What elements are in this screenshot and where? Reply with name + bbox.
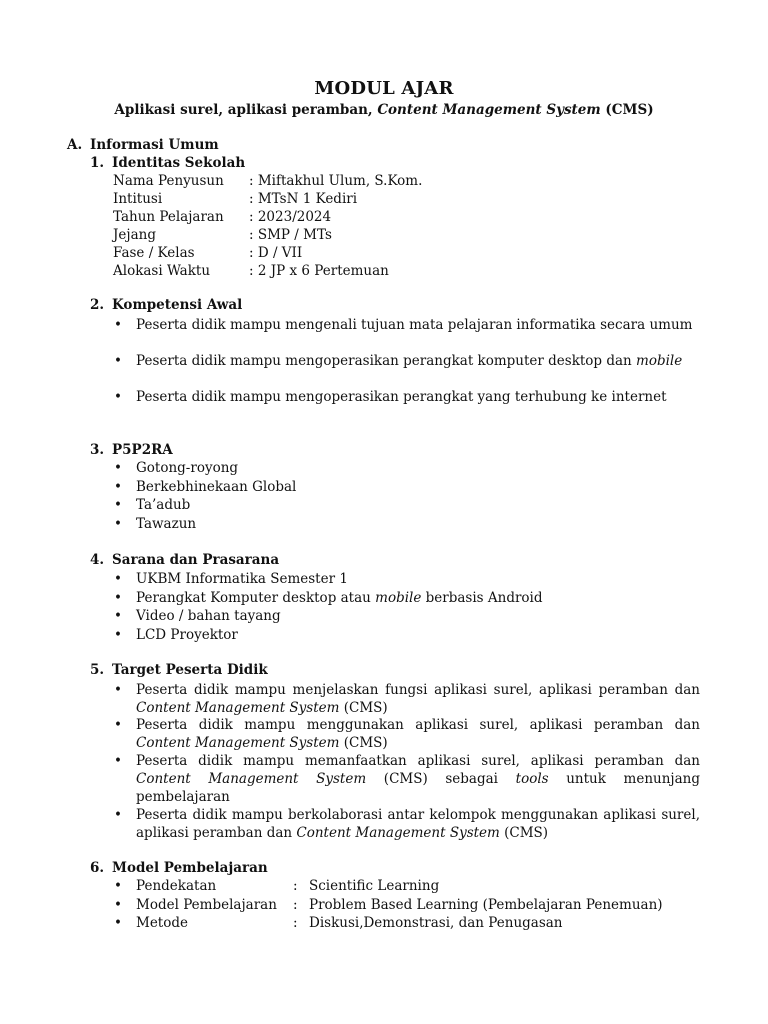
model-value: Diskusi,Demonstrasi, dan Penugasan [309, 915, 563, 931]
identity-label: Jejang [113, 227, 156, 243]
model-label: Metode [136, 915, 188, 931]
list-item: Peserta didik mampu mengoperasikan perangkat yang terhubung ke internet [136, 389, 667, 405]
model-value: Scientific Learning [309, 878, 440, 894]
identity-value: : 2 JP x 6 Pertemuan [249, 263, 389, 279]
s5-number: 5. [90, 662, 105, 678]
list-item: Gotong-royong [136, 460, 239, 476]
s3-title: P5P2RA [112, 442, 173, 458]
bullet-icon: • [114, 571, 122, 587]
list-item-text: (CMS) [339, 700, 388, 716]
model-colon: : [293, 915, 298, 931]
list-item [136, 752, 700, 806]
bullet-icon: • [114, 497, 122, 513]
list-item: Tawazun [136, 516, 197, 532]
s1-title: Identitas Sekolah [112, 155, 246, 171]
model-label: Pendekatan [136, 878, 217, 894]
list-item-text: Peserta didik mampu berkolaborasi antar kelompok menggunakan aplikasi surel, aplikasi peramban dan [136, 807, 700, 841]
list-item-text: Peserta didik mampu mengoperasikan perangkat komputer desktop dan [136, 353, 637, 369]
bullet-icon: • [114, 897, 122, 913]
identity-label: Tahun Pelajaran [113, 209, 224, 225]
bullet-icon: • [114, 608, 122, 624]
section-a-letter: A. [67, 137, 83, 153]
list-item [136, 806, 700, 842]
bullet-icon: • [114, 627, 122, 643]
list-item-text: Peserta didik mampu menggunakan aplikasi surel, aplikasi peramban dan [136, 717, 700, 733]
list-item: Berkebhinekaan Global [136, 479, 297, 495]
list-item-text: (CMS) [499, 825, 549, 841]
list-item-italic: mobile [636, 353, 683, 369]
s4-title: Sarana dan Prasarana [112, 552, 280, 568]
model-colon: : [293, 878, 298, 894]
identity-label: Nama Penyusun [113, 173, 224, 189]
list-item [136, 352, 700, 370]
identity-value: : 2023/2024 [249, 209, 332, 225]
s2-title: Kompetensi Awal [112, 297, 243, 313]
list-item-text: Perangkat Komputer desktop atau [136, 590, 376, 606]
model-label: Model Pembelajaran [136, 897, 277, 913]
list-item-text: Peserta didik mampu memanfaatkan aplikasi surel, aplikasi peramban dan [136, 753, 700, 769]
bullet-icon: • [114, 807, 122, 823]
list-item-italic: tools [515, 771, 549, 787]
list-item-italic: Content Management System [136, 735, 340, 751]
subtitle-text: Aplikasi surel, aplikasi peramban, [114, 102, 378, 118]
bullet-icon: • [114, 753, 122, 769]
page-subtitle [0, 102, 768, 118]
list-item-text: untuk menunjang pembelajaran [136, 771, 700, 805]
model-colon: : [293, 897, 298, 913]
subtitle-suffix: (CMS) [600, 102, 654, 118]
list-item [136, 681, 700, 717]
s5-title: Target Peserta Didik [112, 662, 268, 678]
s3-number: 3. [90, 442, 105, 458]
list-item-italic: Content Management System [136, 771, 367, 787]
bullet-icon: • [114, 590, 122, 606]
bullet-icon: • [114, 516, 122, 532]
identity-value: : SMP / MTs [249, 227, 332, 243]
list-item [136, 716, 700, 752]
list-item-italic: Content Management System [296, 825, 500, 841]
bullet-icon: • [114, 389, 122, 405]
identity-label: Alokasi Waktu [113, 263, 211, 279]
bullet-icon: • [114, 479, 122, 495]
list-item-italic: mobile [375, 590, 422, 606]
identity-value: : D / VII [249, 245, 303, 261]
bullet-icon: • [114, 717, 122, 733]
bullet-icon: • [114, 878, 122, 894]
identity-value: : Miftakhul Ulum, S.Kom. [249, 173, 423, 189]
s4-number: 4. [90, 552, 105, 568]
bullet-icon: • [114, 317, 122, 333]
list-item: Ta’adub [136, 497, 191, 513]
list-item-text: berbasis Android [421, 590, 543, 606]
bullet-icon: • [114, 915, 122, 931]
list-item: UKBM Informatika Semester 1 [136, 571, 348, 587]
list-item-italic: Content Management System [136, 700, 340, 716]
bullet-icon: • [114, 682, 122, 698]
identity-label: Fase / Kelas [113, 245, 195, 261]
identity-label: Intitusi [113, 191, 163, 207]
list-item: LCD Proyektor [136, 627, 238, 643]
s6-title: Model Pembelajaran [112, 860, 268, 876]
bullet-icon: • [114, 353, 122, 369]
bullet-icon: • [114, 460, 122, 476]
s6-number: 6. [90, 860, 105, 876]
s2-number: 2. [90, 297, 105, 313]
list-item-text: (CMS) [339, 735, 388, 751]
section-a-title: Informasi Umum [90, 137, 219, 153]
list-item: Video / bahan tayang [136, 608, 281, 624]
model-value: Problem Based Learning (Pembelajaran Penemuan) [309, 897, 663, 913]
subtitle-italic: Content Management System [377, 102, 601, 118]
list-item: Peserta didik mampu mengenali tujuan mata pelajaran informatika secara umum [136, 317, 693, 333]
page-title: MODUL AJAR [314, 78, 454, 99]
identity-value: : MTsN 1 Kediri [249, 191, 358, 207]
list-item-text: Peserta didik mampu menjelaskan fungsi aplikasi surel, aplikasi peramban dan [136, 682, 700, 698]
list-item-text: (CMS) sebagai [366, 771, 516, 787]
s1-number: 1. [90, 155, 105, 171]
list-item [136, 589, 700, 607]
